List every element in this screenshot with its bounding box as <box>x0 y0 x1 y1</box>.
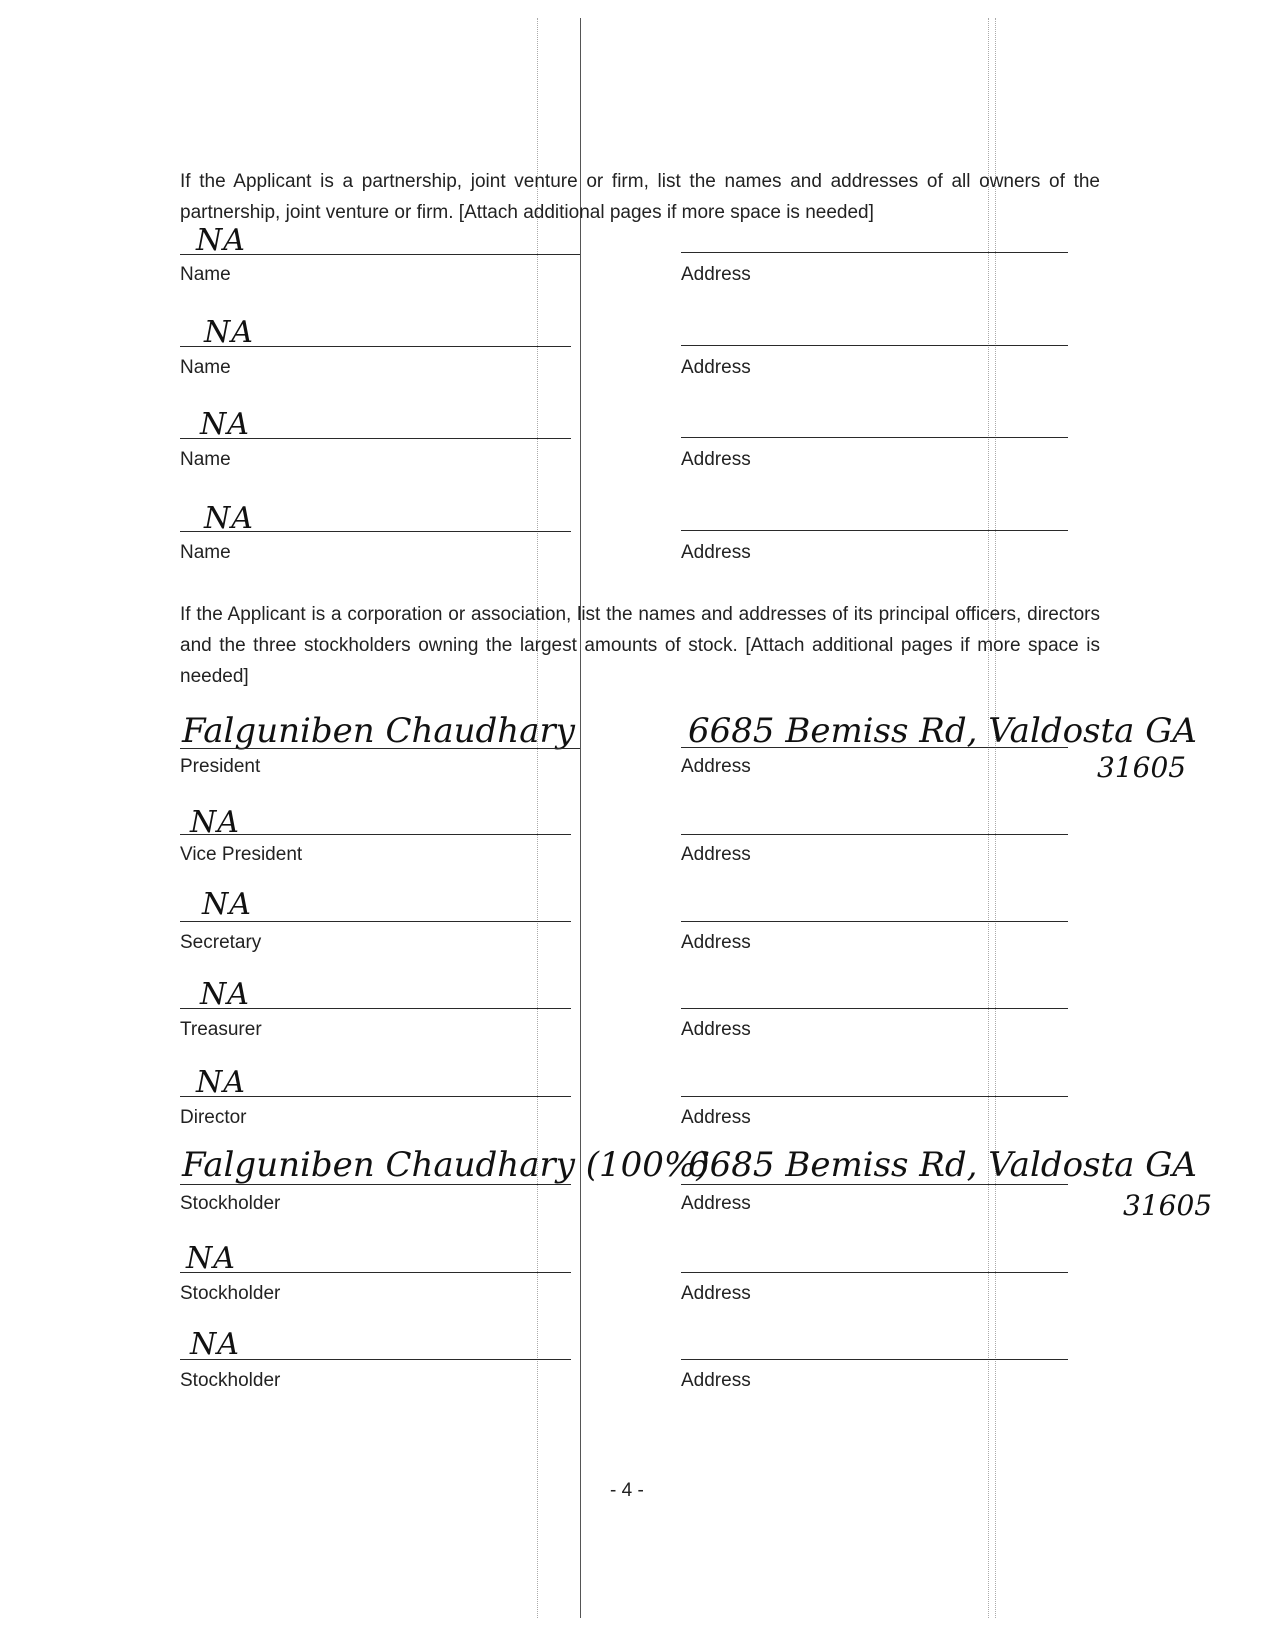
president-label: President <box>180 756 261 777</box>
vice-president-entry[interactable]: NA <box>190 805 240 840</box>
address-label: Address <box>681 357 751 378</box>
president-address-entry[interactable]: 6685 Bemiss Rd, Valdosta GA <box>688 711 1197 751</box>
address-label: Address <box>681 1193 751 1214</box>
name-field-line <box>180 346 571 347</box>
address-label: Address <box>681 1283 751 1304</box>
address-label: Address <box>681 1107 751 1128</box>
address-field-line <box>681 921 1068 922</box>
officer-field-line <box>180 1184 571 1185</box>
address-label: Address <box>681 844 751 865</box>
stockholder-address-entry[interactable]: 6685 Bemiss Rd, Valdosta GA <box>688 1145 1197 1185</box>
stockholder-label: Stockholder <box>180 1283 281 1304</box>
address-field-line <box>681 1096 1068 1097</box>
stockholder-entry[interactable]: NA <box>190 1327 240 1362</box>
stockholder-zip-entry[interactable]: 31605 <box>1123 1189 1213 1222</box>
secretary-entry[interactable]: NA <box>202 887 252 922</box>
officer-field-line <box>180 1272 571 1273</box>
name-label: Name <box>180 264 231 285</box>
stockholder-label: Stockholder <box>180 1370 281 1391</box>
name-entry[interactable]: NA <box>200 407 250 442</box>
vice-president-label: Vice President <box>180 844 303 865</box>
address-label: Address <box>681 1019 751 1040</box>
officer-field-line <box>180 1359 571 1360</box>
scan-fold-line <box>995 18 996 1618</box>
address-field-line <box>681 1359 1068 1360</box>
address-field-line <box>681 1008 1068 1009</box>
name-entry[interactable]: NA <box>204 315 254 350</box>
address-field-line <box>681 530 1068 531</box>
scan-fold-line <box>580 18 581 1618</box>
treasurer-entry[interactable]: NA <box>200 977 250 1012</box>
corporation-instructions: If the Applicant is a corporation or association, list the names and addresses of its principal officers, directors and the three stockholders owning the largest amounts of stock. [Attach additional pages if more space is needed] <box>180 604 1100 687</box>
address-label: Address <box>681 264 751 285</box>
name-entry[interactable]: NA <box>196 223 246 258</box>
name-entry[interactable]: NA <box>204 501 254 536</box>
officer-field-line <box>180 834 571 835</box>
president-name-entry[interactable]: Falguniben Chaudhary <box>182 711 575 751</box>
president-zip-entry[interactable]: 31605 <box>1097 751 1187 784</box>
officer-field-line <box>180 1096 571 1097</box>
partnership-instructions: If the Applicant is a partnership, joint venture or firm, list the names and addresses of all owners of the partnership, joint venture or firm. [Attach additional pages if more space is needed] <box>180 171 1100 223</box>
scan-fold-line <box>988 18 989 1618</box>
director-label: Director <box>180 1107 247 1128</box>
stockholder-entry[interactable]: NA <box>186 1241 236 1276</box>
name-field-line <box>180 531 571 532</box>
name-field-line <box>180 438 571 439</box>
name-label: Name <box>180 542 231 563</box>
name-field-line <box>180 254 580 255</box>
officer-field-line <box>180 748 580 749</box>
address-field-line <box>681 252 1068 253</box>
address-label: Address <box>681 449 751 470</box>
name-label: Name <box>180 357 231 378</box>
stockholder-name-entry[interactable]: Falguniben Chaudhary (100%) <box>182 1145 710 1185</box>
address-field-line <box>681 345 1068 346</box>
address-field-line <box>681 834 1068 835</box>
name-label: Name <box>180 449 231 470</box>
secretary-label: Secretary <box>180 932 262 953</box>
stockholder-label: Stockholder <box>180 1193 281 1214</box>
officer-field-line <box>180 1008 571 1009</box>
address-label: Address <box>681 542 751 563</box>
address-field-line <box>681 1272 1068 1273</box>
address-label: Address <box>681 932 751 953</box>
page-number: - 4 - <box>610 1480 644 1501</box>
address-label: Address <box>681 1370 751 1391</box>
officer-field-line <box>180 921 571 922</box>
director-entry[interactable]: NA <box>196 1065 246 1100</box>
scan-fold-line <box>537 18 538 1618</box>
address-field-line <box>681 437 1068 438</box>
treasurer-label: Treasurer <box>180 1019 262 1040</box>
address-label: Address <box>681 756 751 777</box>
